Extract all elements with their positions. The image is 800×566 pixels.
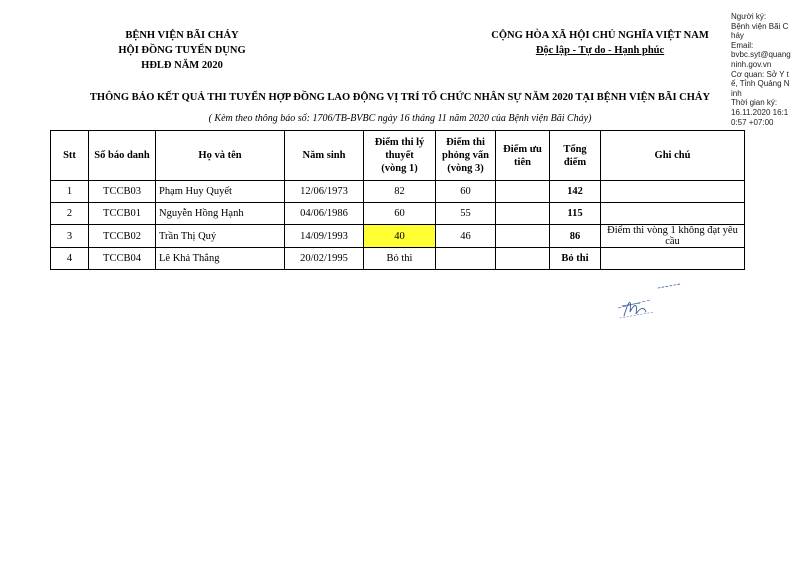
cell-stt: 3 [51, 225, 89, 248]
signature-stamp-icon [610, 282, 690, 322]
header-total: Tổng điểm [550, 131, 601, 181]
sign-time-label: Thời gian ký: [731, 98, 778, 108]
table-row [51, 225, 745, 248]
header-priority-line: tiên [514, 156, 531, 168]
cell-stt: 2 [51, 203, 89, 225]
header-theory [364, 131, 436, 181]
cell-note [601, 203, 745, 225]
national-header [470, 28, 730, 58]
cell-dob: 04/06/1986 [285, 203, 364, 225]
signer-org: Cơ quan: Sở Y tế, Tỉnh Quảng Ninh [731, 69, 790, 98]
header-interview-line: phỏng vấn [442, 150, 489, 161]
cell-name: Trần Thị Quý [156, 225, 285, 248]
cell-priority [496, 181, 550, 203]
cell-sbd: TCCB03 [89, 181, 156, 203]
header-theory-line: Điểm thi lý [374, 137, 425, 148]
cell-priority [496, 248, 550, 270]
cell-interview: 46 [436, 225, 496, 248]
cell-theory-highlighted: 40 [364, 225, 436, 248]
cell-name: Phạm Huy Quyết [156, 181, 285, 203]
header-priority-line: Điểm ưu [503, 143, 542, 155]
header-interview-line: (vòng 3) [447, 163, 484, 174]
organization-header [82, 28, 282, 73]
results-table [50, 130, 745, 270]
cell-theory: 60 [364, 203, 436, 225]
signer-email: bvbc.syt@quangninh.gov.vn [731, 50, 791, 69]
cell-sbd: TCCB02 [89, 225, 156, 248]
cell-total: 142 [550, 181, 601, 203]
national-motto: Độc lập - Tự do - Hạnh phúc [535, 45, 665, 56]
cell-theory: 82 [364, 181, 436, 203]
header-priority [496, 131, 550, 181]
cell-sbd: TCCB04 [89, 248, 156, 270]
header-interview [436, 131, 496, 181]
signer-label: Người ký: [731, 12, 767, 21]
table-row [51, 248, 745, 270]
country-name: CỘNG HÒA XÃ HỘI CHỦ NGHĨA VIỆT NAM [491, 30, 709, 41]
cell-priority [496, 225, 550, 248]
header-theory-line: (vòng 1) [381, 163, 418, 174]
document-title: THÔNG BÁO KẾT QUẢ THI TUYỂN HỢP ĐỒNG LAO ĐỘNG VỊ TRÍ TỔ CHỨC NHÂN SỰ NĂM 2020 TẠI BỆNH VIỆN BÃI CHÁY [89, 92, 711, 103]
cell-interview [436, 248, 496, 270]
header-interview-line: Điểm thi [446, 137, 485, 148]
hospital-name: BỆNH VIỆN BÃI CHÁY [125, 30, 239, 41]
table-row [51, 181, 745, 203]
header-stt: Stt [51, 131, 89, 181]
cell-sbd: TCCB01 [89, 203, 156, 225]
cell-total: 115 [550, 203, 601, 225]
table-row [51, 203, 745, 225]
cell-theory: Bỏ thi [364, 248, 436, 270]
sign-time: 16.11.2020 16:10:57 +07:00 [731, 107, 789, 127]
digital-signature-box [731, 12, 791, 127]
cell-priority [496, 203, 550, 225]
cell-note: Điểm thi vòng 1 không đạt yêu cầu [601, 225, 745, 248]
cell-total: Bỏ thi [550, 248, 601, 270]
committee-year: HĐLĐ NĂM 2020 [141, 60, 223, 71]
signer-name: Bệnh viện Bãi Cháy [731, 21, 789, 41]
cell-dob: 14/09/1993 [285, 225, 364, 248]
cell-name: Lê Khả Thắng [156, 248, 285, 270]
cell-dob: 12/06/1973 [285, 181, 364, 203]
header-theory-line: thuyết [385, 150, 414, 161]
cell-interview: 60 [436, 181, 496, 203]
cell-interview: 55 [436, 203, 496, 225]
cell-dob: 20/02/1995 [285, 248, 364, 270]
cell-stt: 1 [51, 181, 89, 203]
header-dob: Năm sinh [285, 131, 364, 181]
cell-name: Nguyễn Hồng Hạnh [156, 203, 285, 225]
table-header-row [51, 131, 745, 181]
committee-name: HỘI ĐỒNG TUYỂN DỤNG [118, 45, 246, 56]
header-name: Họ và tên [156, 131, 285, 181]
document-subtitle: ( Kèm theo thông báo số: 1706/TB-BVBC ngày 16 tháng 11 năm 2020 của Bệnh viện Bãi Cháy) [208, 113, 592, 124]
header-note: Ghi chú [601, 131, 745, 181]
cell-note [601, 181, 745, 203]
email-label: Email: [731, 40, 754, 50]
cell-total: 86 [550, 225, 601, 248]
cell-note [601, 248, 745, 270]
cell-stt: 4 [51, 248, 89, 270]
header-sbd: Số báo danh [89, 131, 156, 181]
